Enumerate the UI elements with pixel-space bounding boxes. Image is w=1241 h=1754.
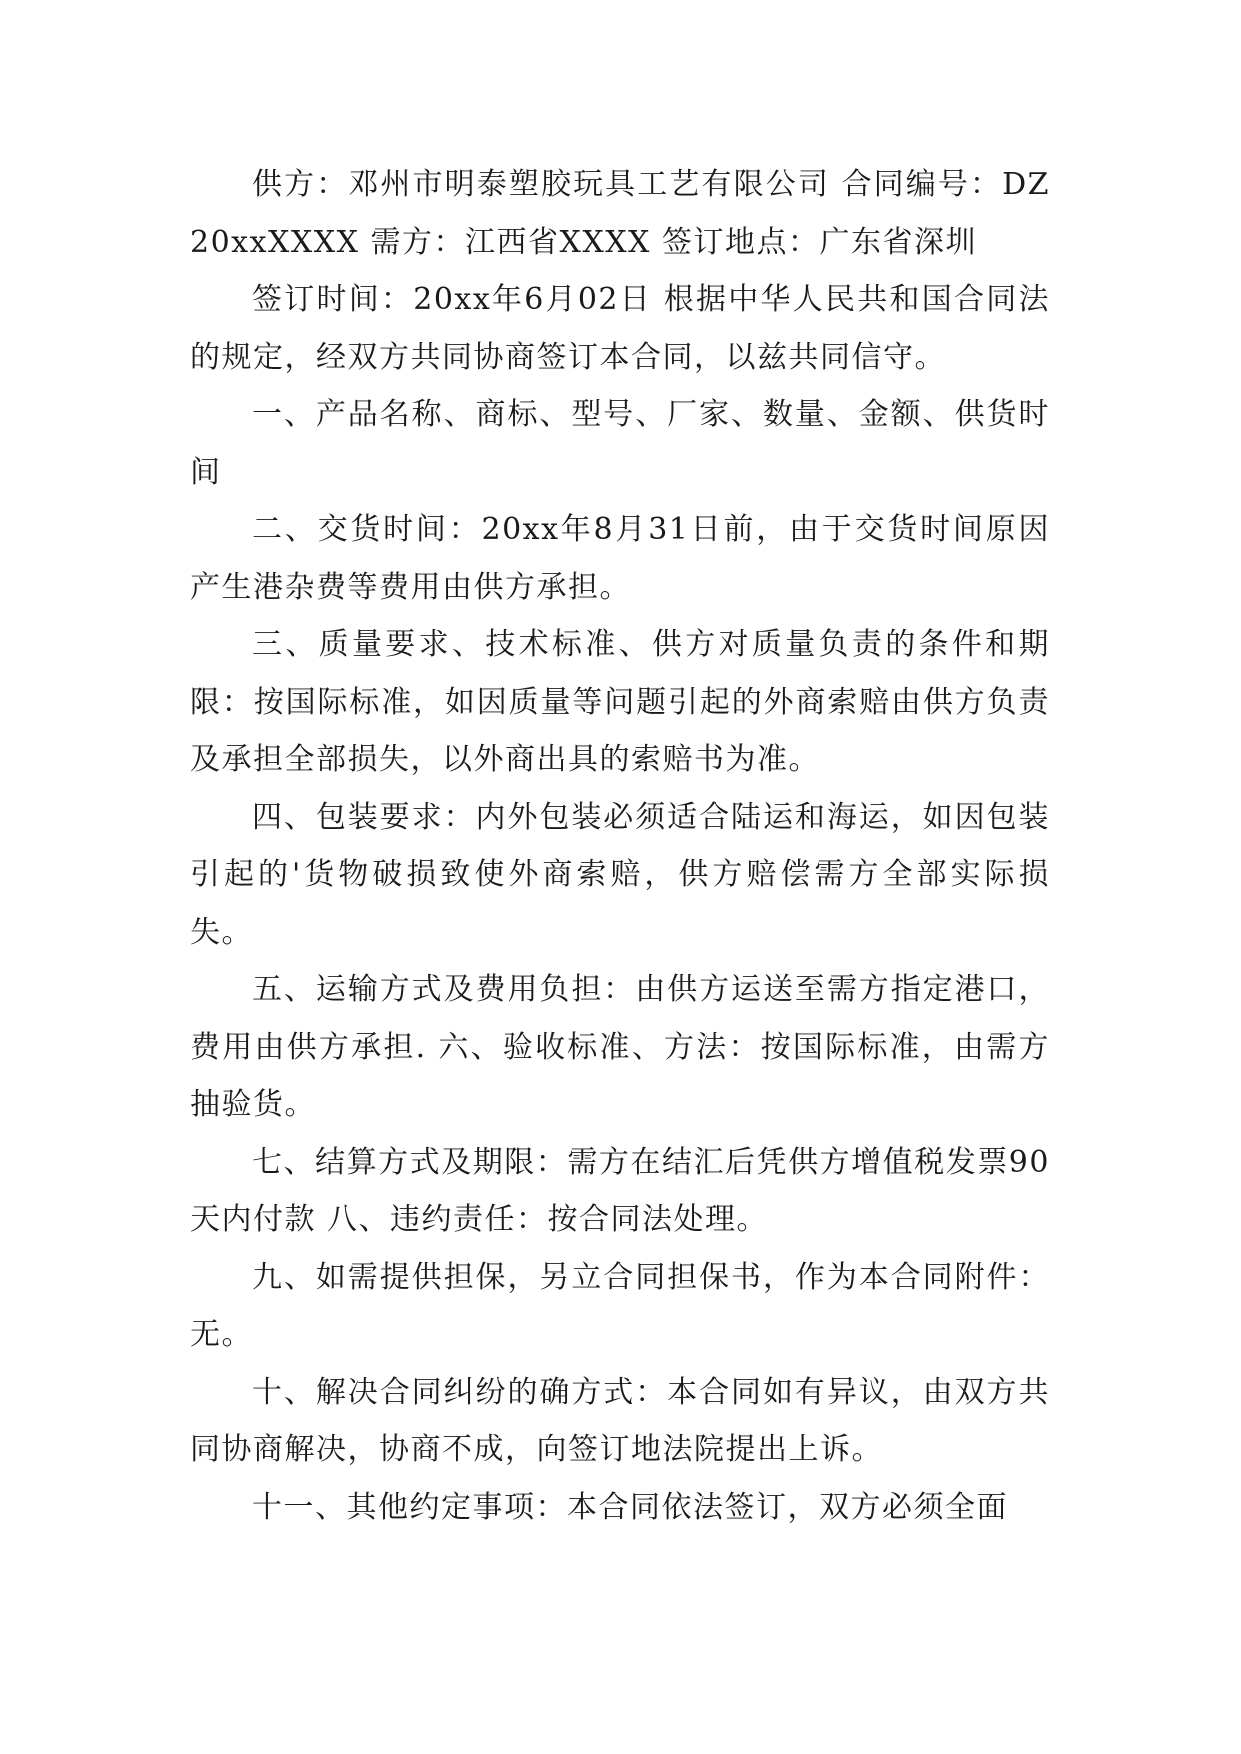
paragraph-clause-7-8: 七、结算方式及期限：需方在结汇后凭供方增值税发票90天内付款 八、违约责任：按合同法处理。 [190,1144,1050,1237]
paragraph-clause-1: 一、产品名称、商标、型号、厂家、数量、金额、供货时间 [190,397,1050,490]
paragraph-parties: 供方：邓州市明泰塑胶玩具工艺有限公司 合同编号：DZ20xxXXXX 需方：江西省XXXX 签订地点：广东省深圳 [190,167,1050,260]
paragraph-clause-5-6: 五、运输方式及费用负担：由供方运送至需方指定港口，费用由供方承担. 六、验收标准、方法：按国际标准，由需方抽验货。 [190,972,1050,1122]
paragraph-clause-11: 十一、其他约定事项：本合同依法签订，双方必须全面 [252,1489,1008,1525]
paragraph-clause-9: 九、如需提供担保，另立合同担保书，作为本合同附件：无。 [190,1259,1050,1352]
document-body [190,156,1050,1536]
paragraph-clause-2: 二、交货时间：20xx年8月31日前，由于交货时间原因产生港杂费等费用由供方承担。 [190,512,1050,605]
paragraph-signing-time: 签订时间：20xx年6月02日 根据中华人民共和国合同法的规定，经双方共同协商签订本合同，以兹共同信守。 [190,282,1050,375]
paragraph-clause-4: 四、包装要求：内外包装必须适合陆运和海运，如因包装引起的'货物破损致使外商索赔，供方赔偿需方全部实际损失。 [190,799,1050,950]
paragraph-clause-10: 十、解决合同纠纷的确方式：本合同如有异议，由双方共同协商解决，协商不成，向签订地法院提出上诉。 [190,1374,1050,1467]
paragraph-clause-3: 三、质量要求、技术标准、供方对质量负责的条件和期限：按国际标准，如因质量等问题引起的外商索赔由供方负责及承担全部损失，以外商出具的索赔书为准。 [190,627,1050,777]
